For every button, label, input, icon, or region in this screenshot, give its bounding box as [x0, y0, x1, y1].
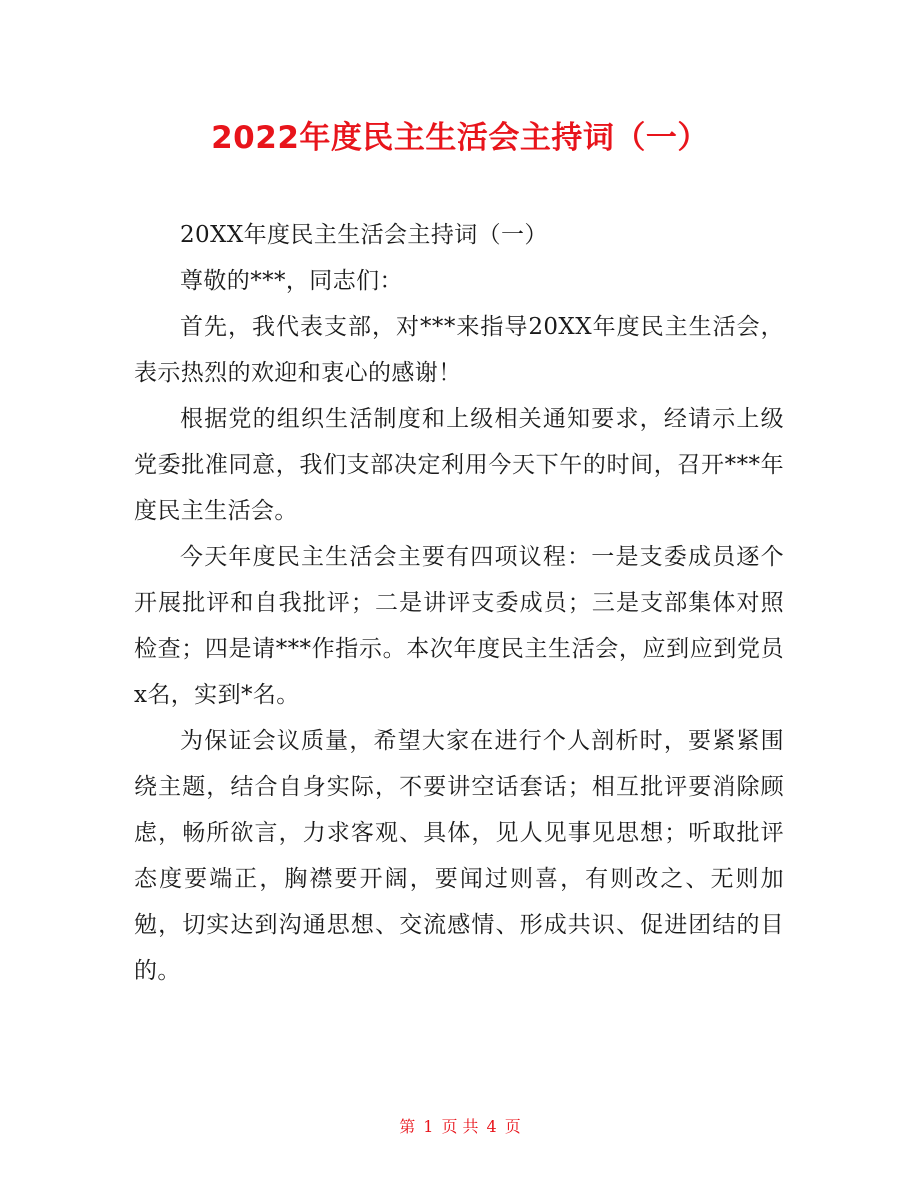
paragraph-agenda: 今天年度民主生活会主要有四项议程：一是支委成员逐个开展批评和自我批评；二是讲评支委成员；三是支部集体对照检查；四是请***作指示。本次年度民主生活会，应到应到党员x名，实到*名。: [134, 544, 784, 708]
document-title: 2022年度民主生活会主持词（一）: [211, 120, 709, 156]
document-body: [134, 212, 784, 994]
page-footer: [0, 1114, 920, 1137]
footer-current-page: 1: [423, 1117, 434, 1136]
paragraph-salutation: 尊敬的***，同志们：: [180, 268, 403, 294]
paragraph-welcome: 首先，我代表支部，对***来指导20XX年度民主生活会，表示热烈的欢迎和衷心的感谢！: [134, 314, 784, 386]
paragraph-requirements: 为保证会议质量，希望大家在进行个人剖析时，要紧紧围绕主题，结合自身实际，不要讲空话套话；相互批评要消除顾虑，畅所欲言，力求客观、具体，见人见事见思想；听取批评态度要端正，胸襟要开阔，要闻过则喜，有则改之、无则加勉，切实达到沟通思想、交流感情、形成共识、促进团结的目的。: [134, 728, 784, 984]
footer-prefix: 第: [399, 1117, 416, 1136]
footer-mid: 页 共: [441, 1117, 479, 1136]
footer-total-pages: 4: [486, 1117, 497, 1136]
paragraph-purpose: 根据党的组织生活制度和上级相关通知要求，经请示上级党委批准同意，我们支部决定利用今天下午的时间，召开***年度民主生活会。: [134, 406, 784, 524]
footer-suffix: 页: [504, 1117, 521, 1136]
paragraph-subtitle: 20XX年度民主生活会主持词（一）: [180, 222, 548, 248]
